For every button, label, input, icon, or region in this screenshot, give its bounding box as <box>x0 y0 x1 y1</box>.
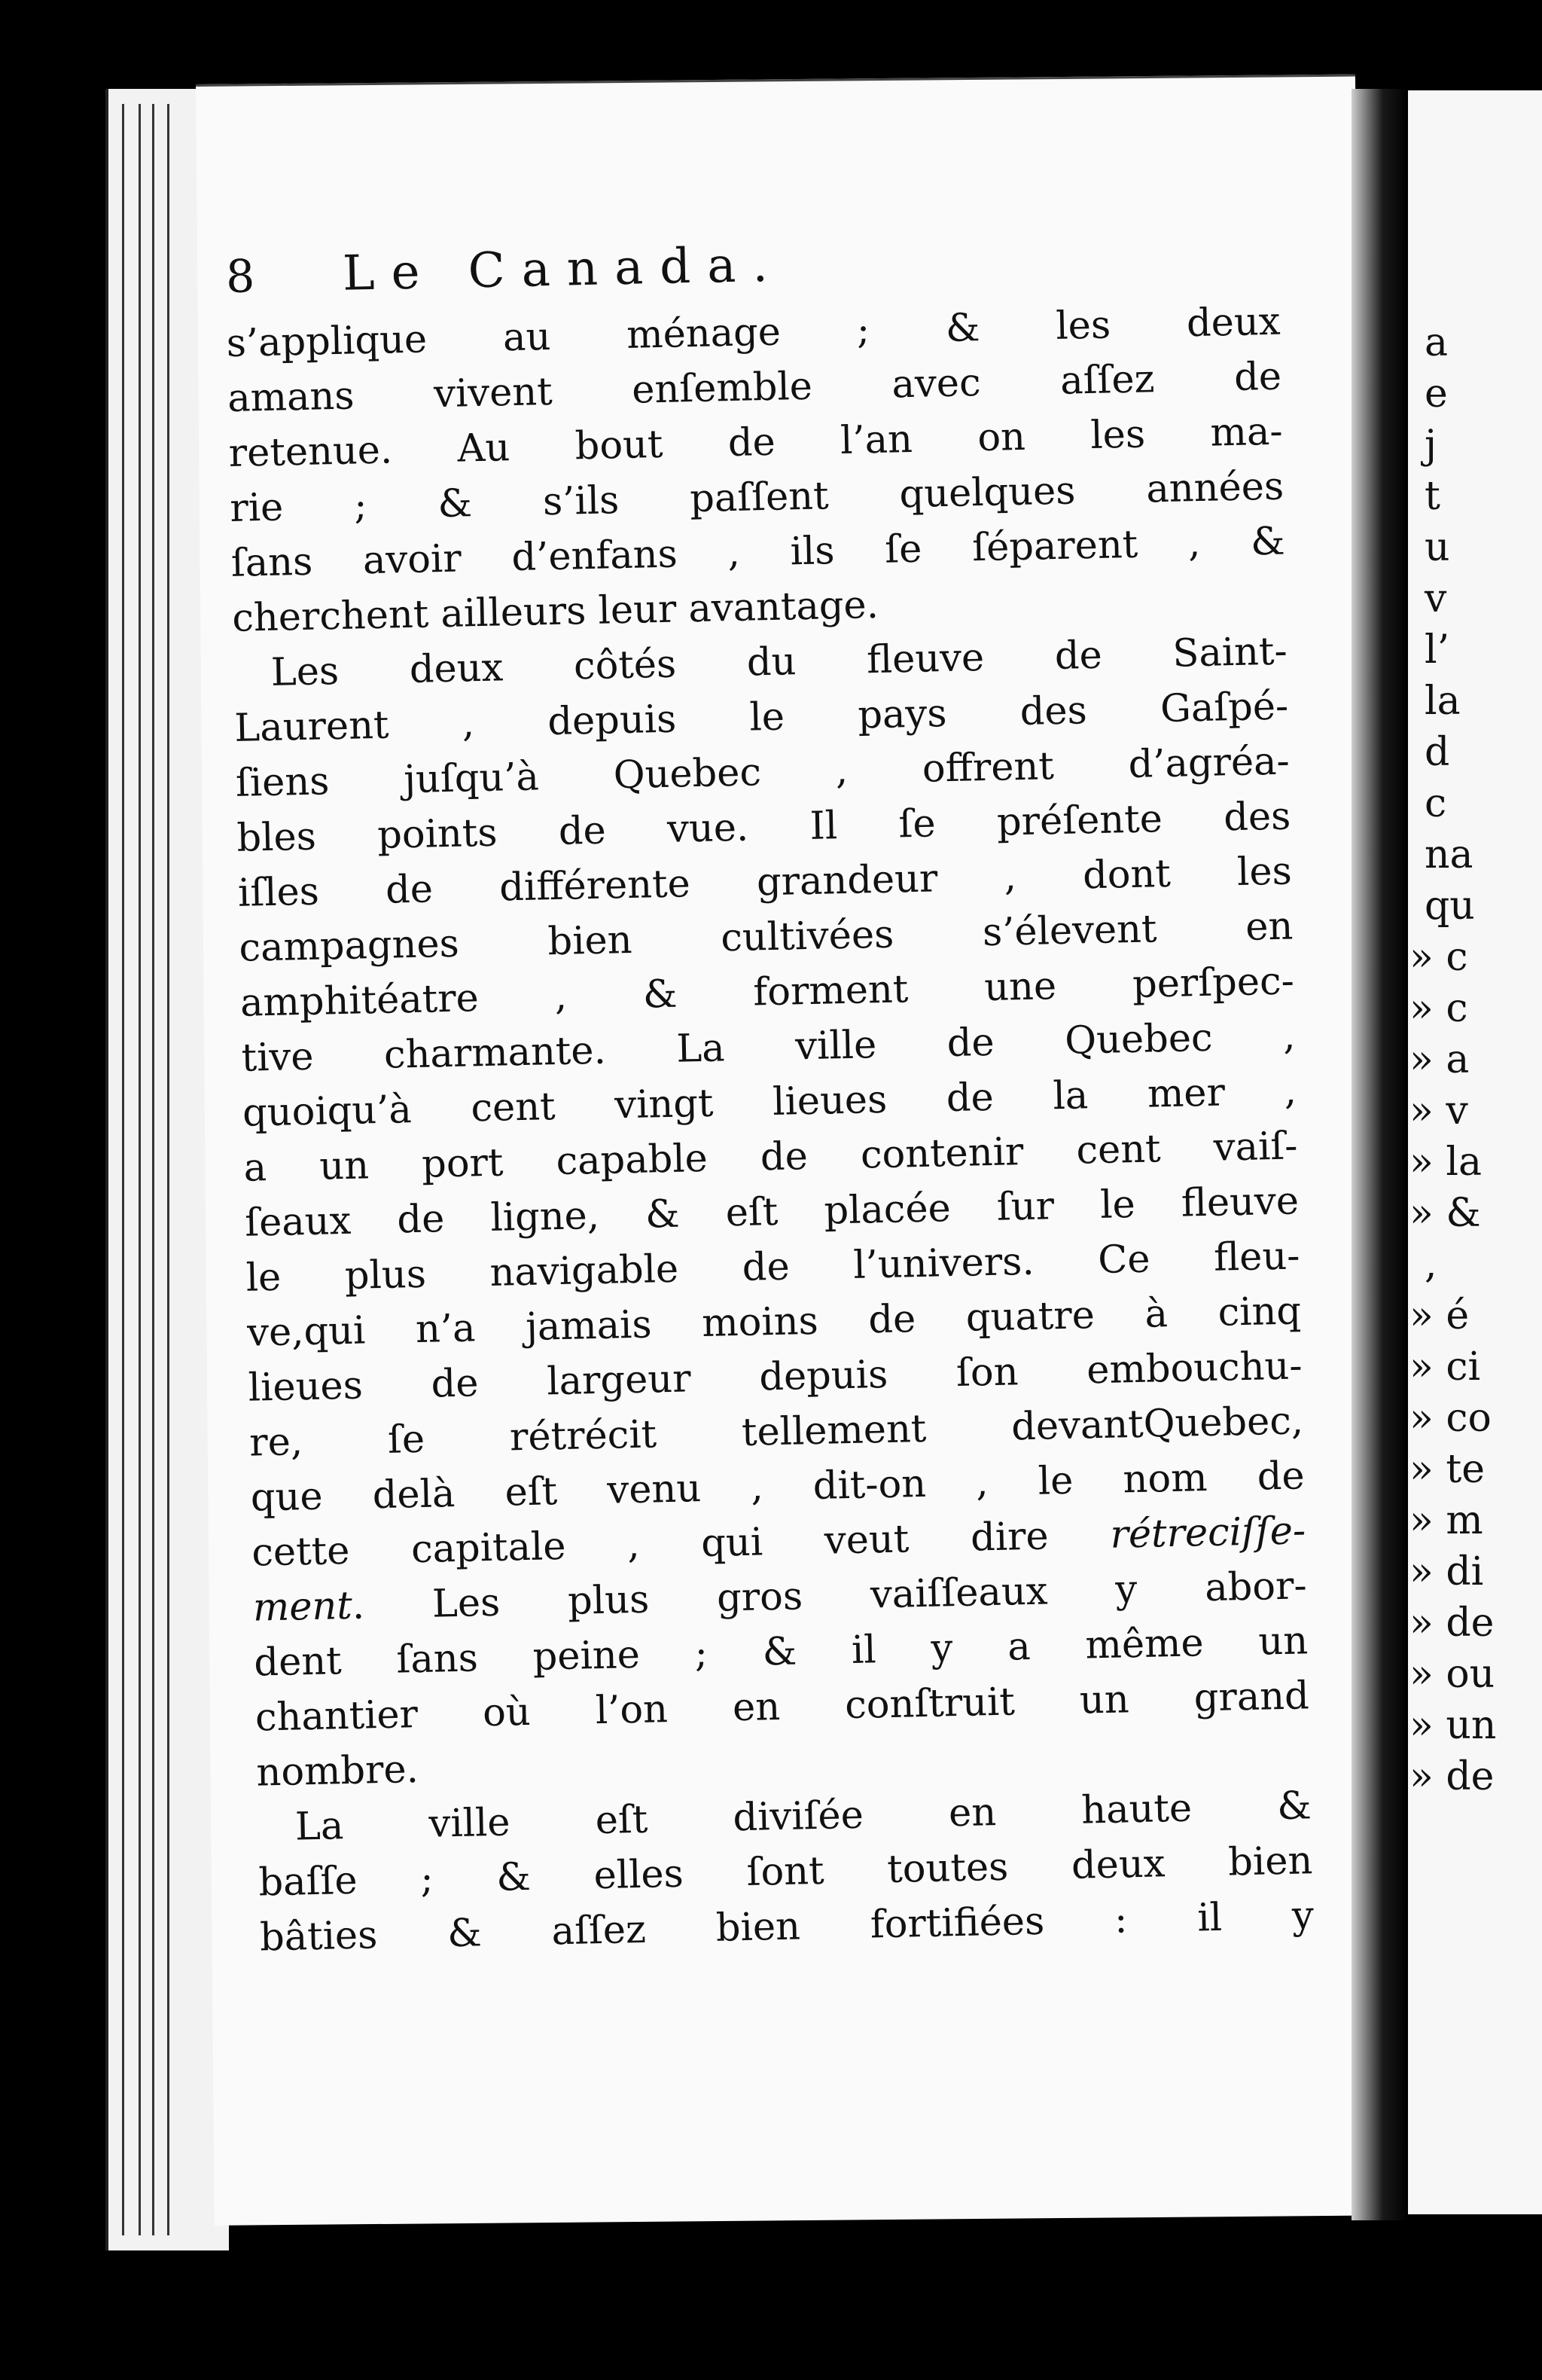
text-line: re, ſe rétrécit tellement devantQuebec, <box>248 1399 1304 1466</box>
facing-page-fragment: d <box>1425 730 1450 775</box>
text-line: retenue. Au bout de l’an on les ma- <box>228 409 1284 476</box>
text-line: campagnes bien cultivées s’élevent en <box>238 904 1294 971</box>
facing-page-fragment: » c <box>1409 986 1468 1031</box>
facing-page-fragment: la <box>1425 679 1461 724</box>
text-line: cherchent ailleurs leur avantage. <box>231 582 879 641</box>
facing-page-fragment: » de <box>1409 1600 1495 1646</box>
facing-page-fragment: » de <box>1409 1754 1495 1799</box>
text-span: cette capitale , qui veut dire <box>251 1514 1050 1576</box>
facing-page-fragment: e <box>1425 371 1448 416</box>
text-line: La ville eſt diviſée en haute & <box>294 1783 1312 1850</box>
running-head <box>225 236 785 304</box>
facing-page-fragment: » & <box>1409 1191 1481 1236</box>
facing-page-fragment: » te <box>1409 1447 1486 1492</box>
facing-page-fragment: » m <box>1409 1498 1483 1543</box>
text-line: ſans avoir d’enfans , ils ſe ſéparent , & <box>230 519 1286 586</box>
facing-page-fragment: » é <box>1409 1293 1470 1338</box>
body-text <box>226 294 1315 1966</box>
text-line: baſſe ; & elles ſont toutes deux bien <box>258 1838 1313 1906</box>
text-line: amans vivent enſemble avec aſſez de <box>227 354 1282 421</box>
text-line: que delà eſt venu , dit-on , le nom de <box>250 1454 1306 1521</box>
facing-page-fragment: , <box>1425 1242 1437 1287</box>
text-line: tive charmante. La ville de Quebec , <box>241 1014 1296 1081</box>
italic-word: rétreciſſe- <box>1109 1509 1306 1558</box>
facing-page-fragment: t <box>1425 474 1440 519</box>
facing-page-fragment: a <box>1425 320 1449 365</box>
facing-page-fragment: » un <box>1409 1703 1497 1748</box>
text-line: Laurent , depuis le pays des Gaſpé- <box>233 684 1289 751</box>
text-line: bles points de vue. Il ſe préſente des <box>236 794 1291 861</box>
facing-page-fragment: na <box>1425 832 1473 877</box>
text-line: amphitéatre , & forment une perſpec- <box>239 959 1295 1026</box>
facing-page-fragment: » ci <box>1409 1344 1481 1390</box>
facing-page-fragment: » v <box>1409 1088 1468 1134</box>
text-line: chantier où l’on en conſtruit un grand <box>254 1674 1310 1741</box>
facing-page-fragment: l’ <box>1425 627 1450 673</box>
facing-page-fragment: c <box>1425 781 1447 826</box>
facing-page-fragment: » di <box>1409 1549 1484 1594</box>
running-title: Le Canada. <box>342 236 785 302</box>
text-line: bâties & aſſez bien fortifiées : il y <box>259 1893 1315 1960</box>
facing-page-fragment: v <box>1425 576 1447 621</box>
facing-page-fragment: » ou <box>1409 1652 1495 1697</box>
facing-page-fragment: » la <box>1409 1140 1482 1185</box>
text-line: lieues de largeur depuis ſon embouchu- <box>248 1344 1303 1411</box>
text-span: . Les plus gros vaiſſeaux y abor- <box>352 1564 1308 1628</box>
facing-page-fragment: » co <box>1409 1396 1492 1441</box>
text-line: le plus navigable de l’univers. Ce fleu- <box>245 1234 1301 1301</box>
facing-page-fragment: » a <box>1409 1037 1470 1082</box>
page-number: 8 <box>225 250 255 304</box>
text-line: s’applique au ménage ; & les deux <box>226 299 1281 366</box>
text-line: ſiens juſqu’à Quebec , offrent d’agréa- <box>235 739 1291 806</box>
facing-page-fragment: » c <box>1409 935 1468 980</box>
facing-page <box>1408 90 1542 2214</box>
facing-page-fragment: qu <box>1425 883 1475 929</box>
text-line: a un port capable de contenir cent vaiſ- <box>243 1124 1299 1191</box>
book-gutter <box>1352 89 1408 2220</box>
text-line: rie ; & s’ils paſſent quelques années <box>229 464 1284 531</box>
italic-word-end: ment <box>252 1583 353 1631</box>
text-line: iſles de différente grandeur , dont les <box>237 849 1293 916</box>
facing-page-fragment: j <box>1425 423 1437 468</box>
text-line: Les deux côtés du fleuve de Saint- <box>270 629 1288 695</box>
text-line: nombre. <box>255 1747 419 1796</box>
text-line: ſeaux de ligne, & eſt placée ſur le fleuve <box>244 1179 1300 1246</box>
text-line: dent ſans peine ; & il y a même un <box>253 1619 1309 1686</box>
text-line: quoiqu’à cent vingt lieues de la mer , <box>242 1069 1297 1136</box>
facing-page-fragment: u <box>1425 525 1450 570</box>
text-line: ve,qui n’a jamais moins de quatre à cinq <box>246 1289 1302 1356</box>
